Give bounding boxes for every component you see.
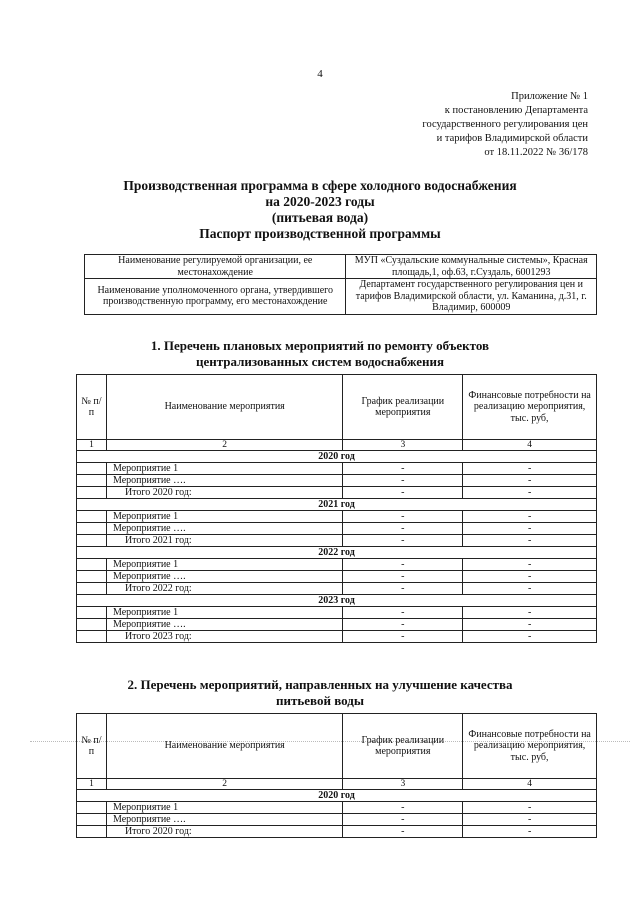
measure-cost: - (463, 463, 597, 475)
year-label: 2022 год (77, 547, 597, 559)
col-schedule-header: График реализации мероприятия (343, 375, 463, 440)
total-row (77, 535, 597, 547)
measure-schedule: - (343, 607, 463, 619)
year-row (77, 595, 597, 607)
measure-name: Мероприятие …. (106, 475, 342, 487)
year-row (77, 547, 597, 559)
row-number (77, 559, 107, 571)
passport-value: Департамент государственного регулирования цен и тарифов Владимирской области, ул. Каманина, д.31, г. Владимир, 600009 (346, 279, 597, 315)
row-number (77, 814, 107, 826)
measure-name: Итого 2022 год: (106, 583, 342, 595)
column-number: 4 (463, 779, 597, 790)
section1-title (0, 338, 640, 370)
measure-name: Мероприятие 1 (106, 802, 342, 814)
measure-schedule: - (343, 559, 463, 571)
measure-name: Мероприятие …. (106, 523, 342, 535)
measure-schedule: - (343, 487, 463, 499)
col-cost-header: Финансовые потребности на реализацию мероприятия, тыс. руб, (463, 375, 597, 440)
section1-title-line: централизованных систем водоснабжения (195, 354, 445, 369)
measure-row (77, 559, 597, 571)
column-number: 2 (106, 779, 342, 790)
passport-value: МУП «Суздальские коммунальные системы», Красная площадь,1, оф.63, г.Суздаль, 6001293 (346, 255, 597, 279)
measure-cost: - (463, 583, 597, 595)
passport-row (85, 279, 597, 315)
row-number (77, 631, 107, 643)
section2-title (0, 677, 640, 709)
column-number: 3 (343, 779, 463, 790)
measure-cost: - (463, 487, 597, 499)
measure-name: Итого 2020 год: (106, 826, 342, 838)
total-row (77, 487, 597, 499)
column-number: 1 (77, 779, 107, 790)
col-name-header: Наименование мероприятия (106, 714, 342, 779)
measure-row (77, 511, 597, 523)
measure-name: Мероприятие 1 (106, 463, 342, 475)
measure-row (77, 571, 597, 583)
appendix-line: и тарифов Владимирской области (436, 133, 588, 144)
measure-schedule: - (343, 511, 463, 523)
appendix-block (358, 90, 588, 160)
measure-schedule: - (343, 814, 463, 826)
column-numbers-row (77, 779, 597, 790)
measure-cost: - (463, 826, 597, 838)
column-number: 1 (77, 440, 107, 451)
column-number: 2 (106, 440, 342, 451)
appendix-line: Приложение № 1 (511, 91, 588, 102)
section2-title-line: питьевой воды (276, 693, 364, 708)
measure-name: Мероприятие 1 (106, 511, 342, 523)
measure-schedule: - (343, 583, 463, 595)
page-number: 4 (317, 68, 323, 80)
measure-row (77, 463, 597, 475)
measure-row (77, 814, 597, 826)
measure-schedule: - (343, 463, 463, 475)
measure-cost: - (463, 511, 597, 523)
measure-cost: - (463, 814, 597, 826)
measure-cost: - (463, 607, 597, 619)
col-number-header: № п/п (77, 375, 107, 440)
measure-schedule: - (343, 475, 463, 487)
measure-schedule: - (343, 523, 463, 535)
row-number (77, 607, 107, 619)
measure-schedule: - (343, 535, 463, 547)
measure-name: Мероприятие 1 (106, 607, 342, 619)
measure-name: Мероприятие …. (106, 571, 342, 583)
measure-cost: - (463, 523, 597, 535)
document-title (0, 178, 640, 242)
year-row (77, 790, 597, 802)
passport-label: Наименование уполномоченного органа, утвердившего производственную программу, его местонахождение (85, 279, 346, 315)
appendix-line: к постановлению Департамента (444, 105, 588, 116)
measure-cost: - (463, 475, 597, 487)
row-number (77, 475, 107, 487)
column-number: 3 (343, 440, 463, 451)
measure-cost: - (463, 559, 597, 571)
col-schedule-header: График реализации мероприятия (343, 714, 463, 779)
col-cost-header: Финансовые потребности на реализацию мероприятия, тыс. руб, (463, 714, 597, 779)
measure-row (77, 802, 597, 814)
col-name-header: Наименование мероприятия (106, 375, 342, 440)
measure-row (77, 475, 597, 487)
col-number-header: № п/п (77, 714, 107, 779)
measure-schedule: - (343, 631, 463, 643)
year-label: 2020 год (77, 451, 597, 463)
measure-cost: - (463, 802, 597, 814)
title-line: Паспорт производственной программы (199, 226, 441, 241)
measure-name: Мероприятие 1 (106, 559, 342, 571)
row-number (77, 826, 107, 838)
row-number (77, 583, 107, 595)
year-row (77, 499, 597, 511)
row-number (77, 571, 107, 583)
water-quality-measures-table (76, 713, 597, 838)
measure-row (77, 523, 597, 535)
measure-schedule: - (343, 802, 463, 814)
appendix-line: от 18.11.2022 № 36/178 (484, 147, 588, 158)
title-line: Производственная программа в сфере холодного водоснабжения (123, 178, 517, 193)
row-number (77, 487, 107, 499)
measure-cost: - (463, 619, 597, 631)
section2-title-line: 2. Перечень мероприятий, направленных на улучшение качества (127, 677, 513, 692)
column-numbers-row (77, 440, 597, 451)
total-row (77, 631, 597, 643)
total-row (77, 826, 597, 838)
measure-schedule: - (343, 619, 463, 631)
passport-table (84, 254, 597, 315)
section1-title-line: 1. Перечень плановых мероприятий по ремонту объектов (150, 338, 490, 353)
passport-row (85, 255, 597, 279)
measure-schedule: - (343, 571, 463, 583)
measure-name: Итого 2021 год: (106, 535, 342, 547)
measure-schedule: - (343, 826, 463, 838)
measure-name: Итого 2020 год: (106, 487, 342, 499)
year-row (77, 451, 597, 463)
year-label: 2023 год (77, 595, 597, 607)
total-row (77, 583, 597, 595)
measure-name: Мероприятие …. (106, 814, 342, 826)
measure-cost: - (463, 631, 597, 643)
repair-measures-table (76, 374, 597, 643)
measure-row (77, 607, 597, 619)
appendix-line: государственного регулирования цен (422, 119, 588, 130)
measure-cost: - (463, 535, 597, 547)
year-label: 2020 год (77, 790, 597, 802)
row-number (77, 523, 107, 535)
table-header-row (77, 714, 597, 779)
row-number (77, 463, 107, 475)
measure-name: Итого 2023 год: (106, 631, 342, 643)
measure-row (77, 619, 597, 631)
row-number (77, 511, 107, 523)
measure-cost: - (463, 571, 597, 583)
title-line: на 2020-2023 годы (265, 194, 375, 209)
table-header-row (77, 375, 597, 440)
title-line: (питьевая вода) (271, 210, 369, 225)
year-label: 2021 год (77, 499, 597, 511)
measure-name: Мероприятие …. (106, 619, 342, 631)
row-number (77, 619, 107, 631)
row-number (77, 802, 107, 814)
row-number (77, 535, 107, 547)
column-number: 4 (463, 440, 597, 451)
passport-label: Наименование регулируемой организации, ее местонахождение (85, 255, 346, 279)
